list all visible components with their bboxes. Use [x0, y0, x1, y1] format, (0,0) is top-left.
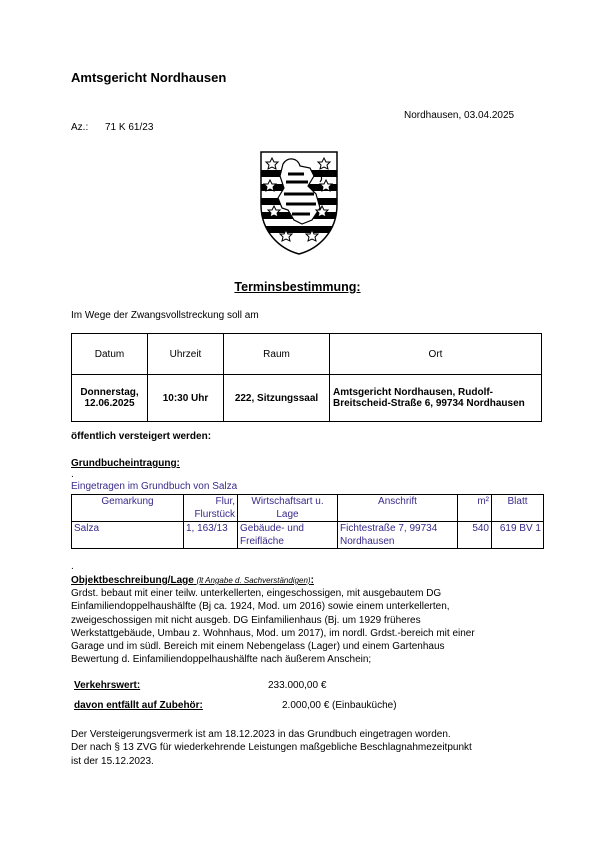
cell-blatt: 619 BV 1	[492, 522, 544, 549]
object-heading-note: (lt Angabe d. Sachverständigen)	[196, 576, 311, 585]
description-line: zweigeschossigen mit nicht ausgeb. DG Einfamilienhaus (Bj. um 1929 früheres	[71, 614, 421, 626]
note-line: Der Versteigerungsvermerk ist am 18.12.2023 in das Grundbuch eingetragen worden.	[71, 729, 451, 740]
object-description-heading	[71, 575, 314, 586]
auction-notes	[71, 728, 546, 768]
description-line: Garage und im südl. Bereich mit einem Nebengelass (Lager) und einem Gartenhaus	[71, 641, 445, 653]
grundbuch-heading: Grundbucheintragung:	[71, 458, 180, 469]
cell-anschrift: Fichtestraße 7, 99734 Nordhausen	[338, 522, 458, 549]
accessories-value: 2.000,00 € (Einbauküche)	[282, 700, 397, 711]
cell-flur: 1, 163/13	[184, 522, 238, 549]
court-name: Amtsgericht Nordhausen	[71, 70, 227, 85]
file-number-label: Az.:	[71, 122, 89, 133]
header-wirtschaftsart: Wirtschaftsart u. Lage	[238, 495, 338, 522]
cell-wirtschaftsart: Gebäude- und Freifläche	[238, 522, 338, 549]
market-value-label: Verkehrswert:	[74, 680, 141, 691]
description-line: Bewertung d. Einfamiliendoppelhaushälfte nach äußerem Anschein;	[71, 654, 372, 666]
cell-m2: 540	[458, 522, 492, 549]
description-line: Grdst. bebaut mit einer teilw. unterkellerten, eingeschossigen, mit ausgebautem DG	[71, 588, 442, 599]
separator-dot: .	[71, 469, 74, 480]
description-line: Einfamiliendoppelhaushälfte (Bj ca. 1924, Mod. um 2016) sowie einem unterkellerten,	[71, 601, 450, 613]
separator-dot: .	[71, 561, 74, 572]
table-row	[72, 522, 544, 549]
document-title: Terminsbestimmung:	[234, 280, 361, 294]
object-description	[71, 587, 546, 667]
table-row	[72, 375, 542, 422]
place-date: Nordhausen, 03.04.2025	[404, 110, 515, 121]
file-number: 71 K 61/23	[105, 122, 154, 133]
header-gemarkung: Gemarkung	[72, 495, 184, 522]
header-uhrzeit: Uhrzeit	[148, 334, 224, 375]
cell-uhrzeit: 10:30 Uhr	[148, 375, 224, 422]
cell-raum: 222, Sitzungssaal	[224, 375, 330, 422]
description-line: Werkstattgebäude, Umbau z. Wohnhaus, Mod. um 2017), im nordl. Grdst.-bereich mit einer	[71, 627, 475, 639]
auction-statement: öffentlich versteigert werden:	[71, 431, 212, 442]
header-m2: m²	[458, 495, 492, 522]
note-line: Der nach § 13 ZVG für wiederkehrende Leistungen maßgebliche Beschlagnahmezeitpunkt	[71, 742, 472, 754]
header-datum: Datum	[72, 334, 148, 375]
accessories-label: davon entfällt auf Zubehör:	[74, 700, 203, 711]
header-anschrift: Anschrift	[338, 495, 458, 522]
object-heading-colon: :	[310, 575, 314, 586]
market-value: 233.000,00 €	[268, 680, 327, 691]
header-raum: Raum	[224, 334, 330, 375]
note-line: ist der 15.12.2023.	[71, 755, 154, 767]
header-blatt: Blatt	[492, 495, 544, 522]
table-header-row	[72, 334, 542, 375]
auction-appointment-table	[71, 333, 542, 422]
cell-datum: Donnerstag, 12.06.2025	[72, 375, 148, 422]
cell-gemarkung: Salza	[72, 522, 184, 549]
intro-text: Im Wege der Zwangsvollstreckung soll am	[71, 310, 259, 321]
grundbuch-table	[71, 494, 544, 549]
cell-ort: Amtsgericht Nordhausen, Rudolf-Breitscheid-Straße 6, 99734 Nordhausen	[330, 375, 542, 422]
grundbuch-subheading: Eingetragen im Grundbuch von Salza	[71, 481, 238, 492]
object-heading-text: Objektbeschreibung/Lage	[71, 575, 194, 586]
header-ort: Ort	[330, 334, 542, 375]
table-header-row	[72, 495, 544, 522]
coat-of-arms-icon	[258, 150, 340, 256]
header-flur: Flur, Flurstück	[184, 495, 238, 522]
